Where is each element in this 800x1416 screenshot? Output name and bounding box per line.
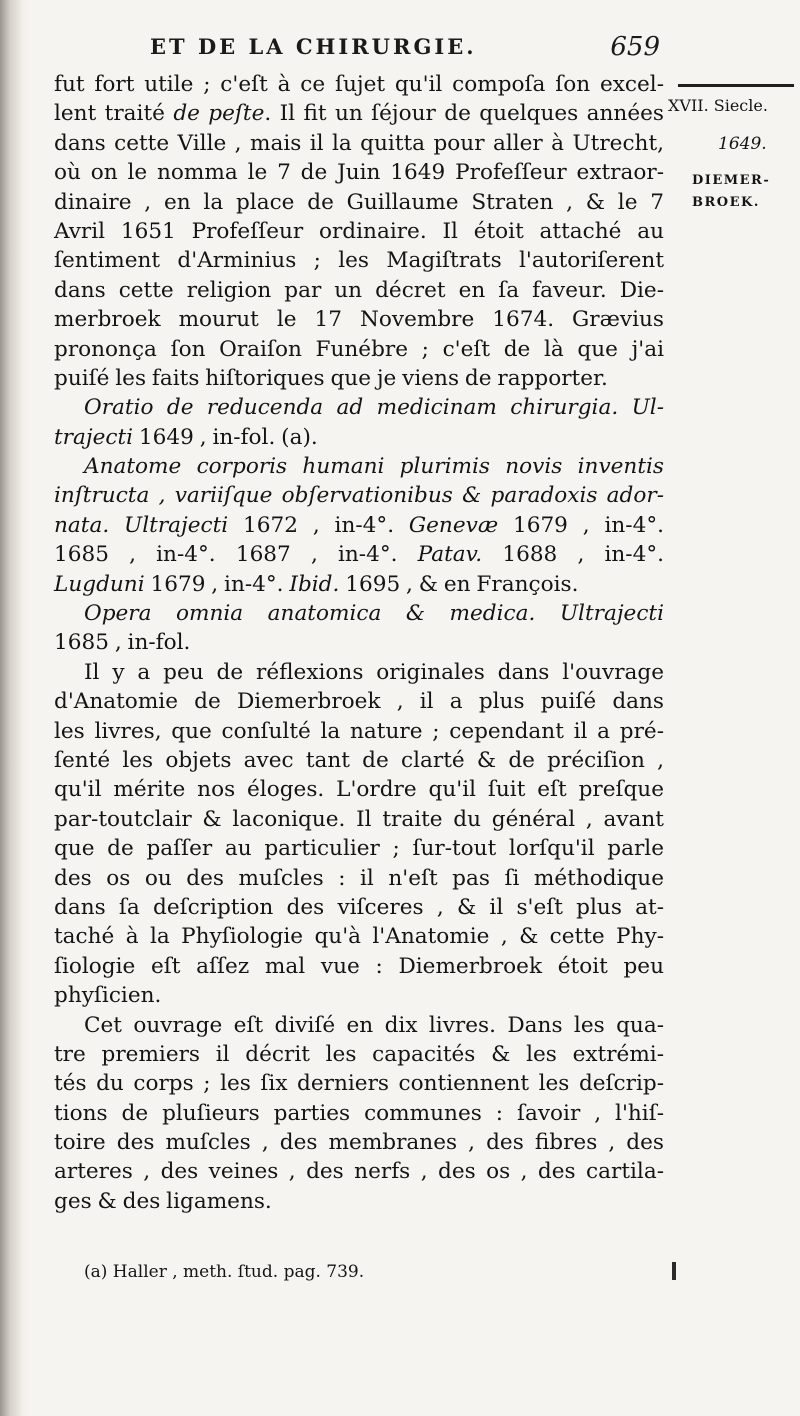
text-line: où on le nomma le 7 de Juin 1649 Profeſſeur extraor-	[54, 160, 664, 186]
text-line: tés du corps ; les ſix derniers contiennent les deſcrip-	[54, 1071, 664, 1097]
text-line: arteres , des veines , des nerfs , des os , des cartila-	[54, 1159, 664, 1185]
page-number: 659	[610, 32, 660, 62]
text-line	[54, 99, 664, 128]
margin-rule	[678, 84, 794, 87]
text-line	[54, 570, 664, 599]
text-line: merbroek mourut le 17 Novembre 1674. Grævius	[54, 307, 664, 333]
text-line: qu'il mérite nos éloges. L'ordre qu'il ſuit eſt preſque	[54, 777, 664, 803]
text-line: tions de pluſieurs parties communes : ſavoir , l'hiſ-	[54, 1100, 664, 1126]
text-run: 1649 , in-fol. (a).	[133, 424, 318, 450]
text-line: taché à la Phyſiologie qu'à l'Anatomie , & cette Phy-	[54, 924, 664, 950]
italic-run: de peſte	[173, 101, 265, 127]
text-line: puiſé les faits hiſtoriques que je viens de rapporter.	[54, 365, 608, 391]
margin-name-line2: BROEK.	[692, 195, 760, 210]
text-line	[54, 540, 664, 569]
text-line: fut fort utile ; c'eſt à ce ſujet qu'il compoſa ſon excel-	[54, 72, 664, 97]
page-header	[150, 34, 660, 66]
text-line: dans ſa deſcription des viſceres , & il s'eſt plus at-	[54, 894, 664, 920]
running-head: ET DE LA CHIRURGIE.	[150, 34, 477, 59]
text-line: 1685 , in-fol.	[54, 630, 191, 656]
text-run: 1695 , & en François.	[339, 571, 579, 597]
text-run: . Il fit un ſéjour de quelques années	[264, 101, 664, 127]
text-line: ſiologie eſt aſſez mal vue : Diemerbroek étoit peu	[54, 953, 664, 979]
text-line: Avril 1651 Profeſſeur ordinaire. Il étoit attaché au	[54, 218, 664, 244]
text-line: ges & des ligamens.	[54, 1188, 272, 1214]
footnote: (a) Haller , meth. ſtud. pag. 739.	[84, 1262, 365, 1282]
text-line	[54, 423, 664, 452]
text-run: 1679 , in-4°.	[144, 571, 290, 597]
italic-run: Lugduni	[54, 571, 145, 597]
text-run: 1672 , in-4°.	[228, 512, 409, 538]
text-line: Oratio de reducenda ad medicinam chirurgia. Ul-	[84, 395, 664, 421]
text-line: dinaire , en la place de Guillaume Straten , & le 7	[54, 189, 664, 215]
text-line: prononça ſon Oraiſon Funébre ; c'eſt de là que j'ai	[54, 336, 664, 362]
text-run: 1688 , in-4°.	[482, 542, 665, 568]
text-line: que de paſſer au particulier ; ſur-tout lorſqu'il parle	[54, 836, 664, 862]
text-run: 1685 , in-4°. 1687 , in-4°.	[54, 542, 418, 568]
text-line: phyſicien.	[54, 983, 162, 1009]
margin-name-line1: DIEMER-	[692, 173, 771, 188]
margin-year: 1649.	[718, 134, 767, 154]
italic-run: nata. Ultrajecti	[54, 512, 229, 538]
text-line: tre premiers il décrit les capacités & les extrémi-	[54, 1041, 664, 1067]
text-line: Opera omnia anatomica & medica. Ultrajecti	[84, 601, 664, 627]
body-text	[54, 70, 664, 1216]
text-line: par-toutclair & laconique. Il traite du général , avant	[54, 806, 664, 832]
text-line: Anatome corporis humani plurimis novis inventis	[84, 454, 664, 480]
text-line: ſenté les objets avec tant de clarté & de préciſion ,	[54, 747, 664, 773]
italic-run: trajecti	[54, 424, 134, 450]
text-line: inſtructa , variiſque obſervationibus & paradoxis ador-	[54, 483, 664, 509]
italic-run: Ibid.	[289, 571, 340, 597]
text-line: toire des muſcles , des membranes , des fibres , des	[54, 1130, 664, 1156]
page-gutter-shadow	[0, 0, 22, 1416]
text-line: Il y a peu de réflexions originales dans l'ouvrage	[84, 659, 664, 685]
text-run: 1679 , in-4°.	[498, 512, 664, 538]
print-mark	[672, 1262, 676, 1280]
text-line: les livres, que conſulté la nature ; cependant il a pré-	[54, 718, 664, 744]
margin-name	[692, 170, 770, 214]
margin-century: XVII. Siecle.	[668, 96, 768, 115]
text-line: dans cette Ville , mais il la quitta pour aller à Utrecht,	[54, 130, 664, 156]
text-run: lent traité	[54, 101, 174, 127]
italic-run: Genevæ	[408, 512, 499, 538]
text-line: dans cette religion par un décret en ſa faveur. Die-	[54, 277, 664, 303]
text-line: d'Anatomie de Diemerbroek , il a plus puiſé dans	[54, 689, 664, 715]
text-line: des os ou des muſcles : il n'eſt pas ſi méthodique	[54, 865, 664, 891]
italic-run: Patav.	[417, 542, 483, 568]
text-line: Cet ouvrage eſt diviſé en dix livres. Dans les qua-	[84, 1012, 664, 1038]
text-line: ſentiment d'Arminius ; les Magiſtrats l'autoriſerent	[54, 248, 664, 274]
text-line	[54, 511, 664, 540]
